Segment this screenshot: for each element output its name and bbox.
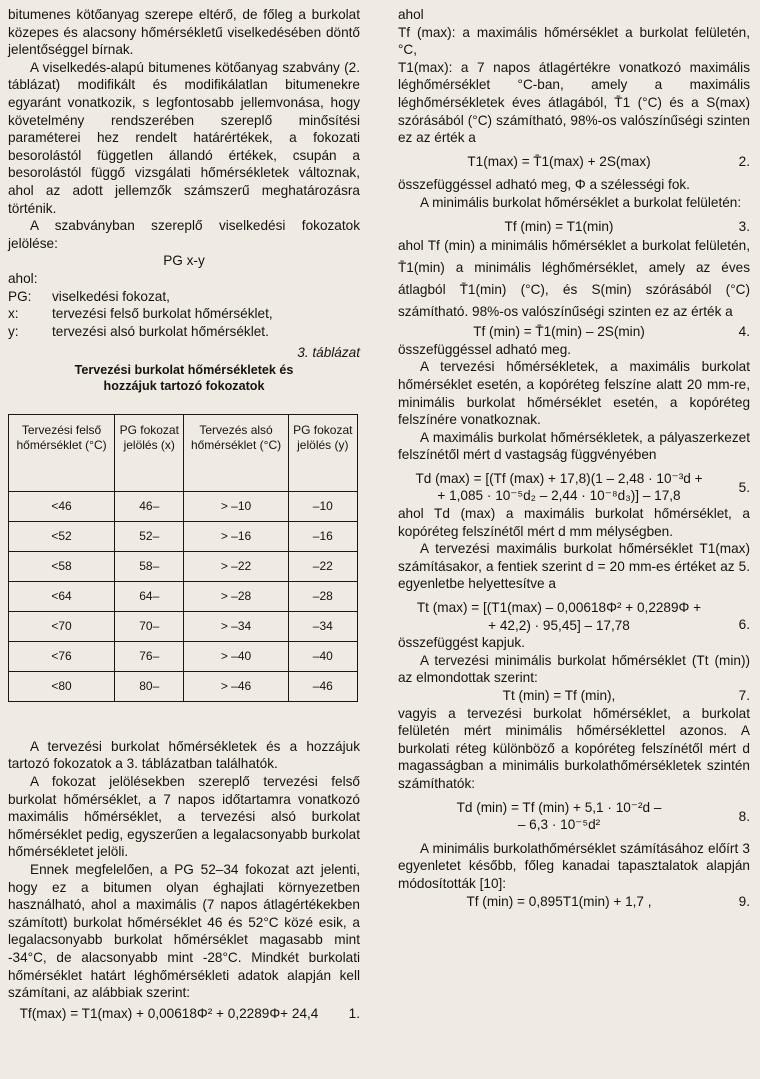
equation-number: 2.	[738, 153, 750, 169]
equation-8	[398, 799, 750, 834]
table-number: 3. táblázat	[297, 345, 360, 361]
table-cell: > –28	[184, 581, 288, 611]
definition-row	[8, 288, 360, 306]
equation-text: Td (min) = Tf (min) + 5,1 · 10⁻²d –	[456, 799, 662, 815]
equation-text: Tf (min) = T̄1(min) – 2S(min)	[473, 324, 645, 340]
table-cell: <52	[9, 521, 115, 551]
left-column	[8, 6, 360, 1022]
equation-number: 8.	[738, 808, 750, 824]
equation-number: 5.	[738, 479, 750, 495]
pg-notation: PG x-y	[163, 253, 205, 269]
table-cell: <80	[9, 671, 115, 701]
table-cell: –46	[288, 671, 357, 701]
paragraph-grades: A szabványban szereplő viselkedési fokozatok jelölése:	[8, 218, 360, 251]
table-cell: 58–	[115, 551, 184, 581]
definition-list	[8, 288, 360, 341]
paragraph-grade-meaning: A fokozat jelölésekben szereplő tervezési felső burkolat hőmérséklet, a 7 napos időtartamra vonatkozó maximális hőmérséklet, a tervezési alsó burkolat hőmérséklet pedig, egyszerűen a legalacsonyabb burkolat hőmérsékletet jelöli.	[8, 774, 360, 860]
table-cell: –28	[288, 581, 357, 611]
equation-text: Tt (min) = Tf (min),	[502, 688, 616, 703]
equation-number: 3.	[738, 218, 750, 234]
table-row	[9, 641, 358, 671]
equation-5	[398, 470, 750, 505]
paragraph-canada: A minimális burkolathőmérséklet számításához előírt 3 egyenletet később, főleg kanadai tapasztalatok alapján módosították [10]:	[398, 840, 750, 891]
definition-key: y:	[8, 323, 19, 339]
equation-4	[398, 323, 750, 341]
table-cell: <46	[9, 491, 115, 521]
table-cell: 52–	[115, 521, 184, 551]
table-cell: 64–	[115, 581, 184, 611]
right-column	[398, 6, 750, 910]
table-header-cell: Tervezési felső hőmérséklet (°C)	[9, 414, 115, 491]
definition-value: tervezési felső burkolat hőmérséklet,	[52, 306, 273, 322]
equation-text: + 42,2) · 95,45] – 17,78	[488, 617, 630, 633]
equation-text: Tf(max) = T1(max) + 0,00618Φ² + 0,2289Φ+ 24,4	[19, 1005, 319, 1021]
equation-text: – 6,3 · 10⁻⁵d²	[517, 817, 601, 833]
paragraph-eq7-after: vagyis a tervezési burkolat hőmérséklet, a burkolat felületén mért minimális hőmérséklettel azonos. A burkolati réteg különböző a kopóréteg felszínétől mért d magasságban a minimális burkolathőmérsékletek szintén számíthatók:	[398, 705, 750, 791]
equation-2	[398, 153, 750, 171]
definition-value: viselkedési fokozat,	[52, 288, 170, 304]
table-title	[8, 362, 360, 394]
table-row	[9, 551, 358, 581]
table-cell: 70–	[115, 611, 184, 641]
equation-text: Tf (min) = T1(min)	[504, 218, 614, 234]
table-row	[9, 521, 358, 551]
table-title-line: hozzájuk tartozó fokozatok	[103, 378, 265, 393]
equation-text: Td (max) = [(Tf (max) + 17,8)(1 – 2,48 · 10⁻³d +	[415, 470, 703, 486]
table-cell: > –40	[184, 641, 288, 671]
equation-number: 4.	[738, 324, 750, 340]
definition-key: PG:	[8, 288, 32, 304]
table-cell: –40	[288, 641, 357, 671]
equation-number: 9.	[738, 893, 750, 909]
table-row	[9, 491, 358, 521]
table-cell: <76	[9, 641, 115, 671]
paragraph-design-min: A tervezési minimális burkolat hőmérséklet (Tt (min)) az elmondottak szerint:	[398, 652, 750, 686]
paragraph-eq2-after: összefüggéssel adható meg, Φ a szélességi fok.	[398, 177, 690, 193]
paragraph-design: A tervezési hőmérsékletek, a maximális burkolat hőmérséklet esetén, a kopóréteg felszíne alatt 20 mm-re, minimális burkolat hőmérséklet esetén, a kopóréteg felszínére vonatkoznak.	[398, 359, 750, 428]
equation-text: T1(max) = T̄1(max) + 2S(max)	[467, 153, 651, 169]
definition-value: tervezési alsó burkolat hőmérséklet.	[52, 323, 269, 339]
paragraph-eq3-after: ahol Tf (min) a minimális hőmérséklet a burkolat felületén, T̄1(min) a minimális léghőmérséklet, amely az éves átlagból T̄1(min) (°C), és S(min) szórásából (°C) számítható. 98%-os valószínűségi szinten ez az érték a	[398, 238, 750, 320]
table-header-cell: PG fokozat jelölés (y)	[288, 414, 357, 491]
equation-text: Tt (max) = [(T1(max) – 0,00618Φ² + 0,2289Φ +	[416, 600, 702, 616]
table-header-cell: PG fokozat jelölés (x)	[115, 414, 184, 491]
paragraph-eq6-after: összefüggést kapjuk.	[398, 635, 525, 651]
equation-9	[398, 893, 750, 911]
table-row	[9, 581, 358, 611]
table-body	[9, 491, 358, 701]
table-cell: –22	[288, 551, 357, 581]
paragraph-example: Ennek megfelelően, a PG 52–34 fokozat azt jelenti, hogy ez a bitumen olyan éghajlati környezetben használható, ahol a maximális (7 napos átlagértékekben számított) burkolat hőmérséklet 46 és 52°C közé esik, a legalacsonyabb burkolat hőmérséklet magasabb mint -34°C, de alacsonyabb mint -28°C. Mindkét burkolati hőmérséklet határt léghőmérsékleti adatok alapján kell számítani, az alábbiak szerint:	[8, 862, 360, 1001]
paragraph-calc: A tervezési maximális burkolat hőmérséklet T1(max) számításakor, a fentiek szerint d = 20 mm-es értéket az 5. egyenletbe helyettesítve a	[398, 541, 750, 592]
table-cell: > –16	[184, 521, 288, 551]
paragraph-intro: bitumenes kötőanyag szerepe eltérő, de főleg a burkolat közepes és alacsony hőmérsékletű viselkedésében döntő jelentőséggel bírnak.	[8, 7, 360, 58]
where-label: ahol	[398, 7, 424, 22]
paragraph-after-table: A tervezési burkolat hőmérsékletek és a hozzájuk tartozó fokozatok a 3. táblázatban találhatók.	[8, 738, 360, 772]
table-cell: 80–	[115, 671, 184, 701]
table-cell: –34	[288, 611, 357, 641]
equation-number: 7.	[738, 688, 750, 703]
table-cell: > –34	[184, 611, 288, 641]
table-cell: 46–	[115, 491, 184, 521]
table-cell: <70	[9, 611, 115, 641]
equation-6	[398, 599, 750, 634]
paragraph-eq5-after: ahol Td (max) a maximális burkolat hőmérséklet, a kopóréteg felszínétől mért d mm mélységben.	[398, 506, 750, 539]
table-cell: > –10	[184, 491, 288, 521]
equation-number: 1.	[348, 1005, 360, 1021]
definition-key: x:	[8, 306, 19, 322]
equation-3	[398, 218, 750, 236]
table-cell: 76–	[115, 641, 184, 671]
where-label: ahol:	[8, 270, 38, 286]
equation-text: Tf (min) = 0,895T1(min) + 1,7 ,	[466, 893, 652, 909]
table-header-row	[9, 414, 358, 491]
equation-number: 6.	[738, 617, 750, 633]
paragraph-standard: A viselkedés-alapú bitumenes kötőanyag szabvány (2. táblázat) modifikált és modifikálatlan bitumenekre egyaránt vonatkozik, s legfontosabb jellemvonása, hogy követelmény rendszerében szereplő minősítési paraméterei hez rendelt határértékek, a fokozati besorolástól független állandó értékek, csupán a besorolástól függő vizsgálati hőmérsékletek változnak, ahol az adott jellemzők számszerű meghatározásra történik.	[8, 59, 360, 216]
table-cell: <64	[9, 581, 115, 611]
paragraph-min-temp: A minimális burkolat hőmérséklet a burkolat felületén:	[420, 194, 742, 210]
table-row	[9, 611, 358, 641]
paragraph-eq4-after: összefüggéssel adható meg.	[398, 341, 572, 357]
table-cell: <58	[9, 551, 115, 581]
definition-t1-max: T1(max): a 7 napos átlagértékre vonatkozó maximális léghőmérséklet °C-ban, amely a maximális léghőmérsékletek éves átlagából, T̄1 (°C) és a S(max) szórásából (°C) számítható, 98%-os valószínűségi szinten ez az érték a	[398, 59, 750, 146]
table-cell: –16	[288, 521, 357, 551]
equation-text: + 1,085 · 10⁻⁵d₂ – 2,44 · 10⁻⁸d₃)] – 17,8	[437, 488, 681, 504]
table-cell: –10	[288, 491, 357, 521]
grade-table	[8, 414, 358, 702]
definition-row	[8, 323, 360, 341]
table-row	[9, 671, 358, 701]
paragraph-max-depth: A maximális burkolat hőmérsékletek, a pályaszerkezet felszínétől mért d vastagság függvényében	[398, 429, 750, 463]
table-header-cell: Tervezés alsó hőmérséklet (°C)	[184, 414, 288, 491]
equation-7	[398, 687, 750, 705]
table-title-line: Tervezési burkolat hőmérsékletek és	[74, 362, 294, 377]
definition-row	[8, 305, 360, 323]
definition-tf-max: Tf (max): a maximális hőmérséklet a burkolat felületén, °C,	[398, 24, 750, 58]
table-cell: > –22	[184, 551, 288, 581]
table-cell: > –46	[184, 671, 288, 701]
equation-1	[8, 1005, 360, 1023]
